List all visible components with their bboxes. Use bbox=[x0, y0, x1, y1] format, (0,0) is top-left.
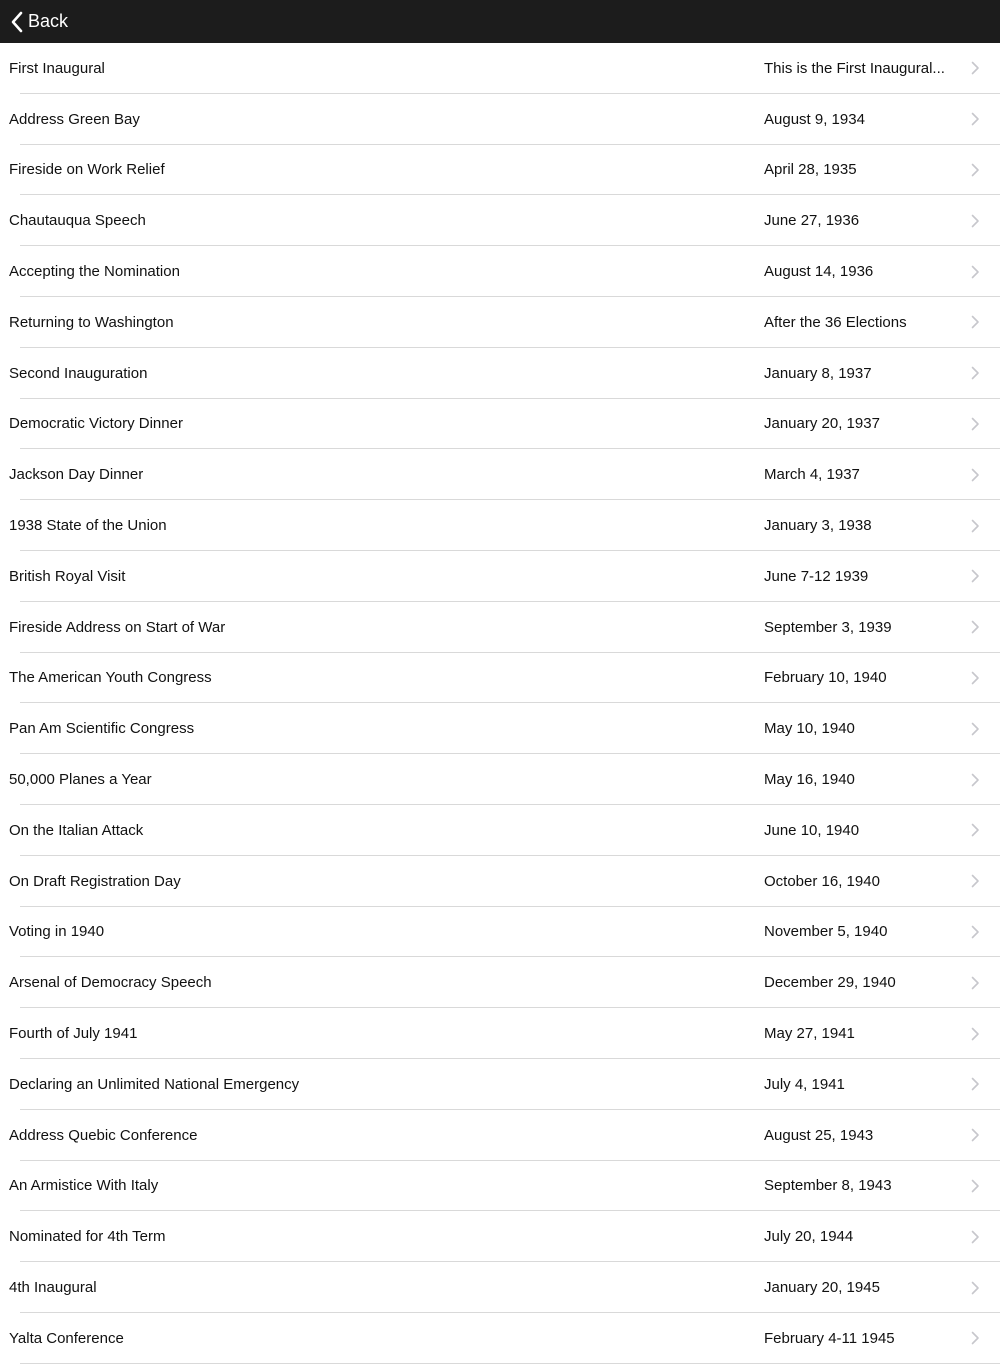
back-button[interactable] bbox=[0, 0, 68, 43]
chevron-right-icon bbox=[971, 417, 980, 436]
chevron-right-icon bbox=[971, 519, 980, 538]
speech-detail: This is the First Inaugural... bbox=[764, 59, 945, 77]
speech-title: Fireside on Work Relief bbox=[9, 161, 165, 179]
speech-detail: November 5, 1940 bbox=[764, 923, 888, 941]
speech-detail: April 28, 1935 bbox=[764, 161, 857, 179]
back-label: Back bbox=[28, 11, 69, 31]
chevron-right-icon bbox=[971, 366, 980, 385]
speech-title: 1938 State of the Union bbox=[9, 517, 167, 535]
list-item[interactable] bbox=[0, 653, 1000, 704]
list-item[interactable] bbox=[0, 449, 1000, 500]
speech-title: Returning to Washington bbox=[9, 313, 174, 331]
chevron-right-icon bbox=[971, 874, 980, 893]
speech-detail: January 8, 1937 bbox=[764, 364, 872, 382]
speech-detail: September 8, 1943 bbox=[764, 1177, 892, 1195]
list-item[interactable] bbox=[0, 856, 1000, 907]
list-item[interactable] bbox=[0, 297, 1000, 348]
chevron-right-icon bbox=[971, 1281, 980, 1300]
speech-title: Democratic Victory Dinner bbox=[9, 415, 183, 433]
list-item[interactable] bbox=[0, 43, 1000, 94]
chevron-left-icon bbox=[10, 11, 24, 33]
chevron-right-icon bbox=[971, 722, 980, 741]
speech-detail: March 4, 1937 bbox=[764, 466, 860, 484]
speech-detail: September 3, 1939 bbox=[764, 618, 892, 636]
list-item[interactable] bbox=[0, 907, 1000, 958]
speech-title: Pan Am Scientific Congress bbox=[9, 720, 195, 738]
speech-detail: June 7-12 1939 bbox=[764, 567, 869, 585]
list-item[interactable] bbox=[0, 500, 1000, 551]
chevron-right-icon bbox=[971, 773, 980, 792]
speech-detail: January 20, 1937 bbox=[764, 415, 880, 433]
speech-detail: June 10, 1940 bbox=[764, 821, 860, 839]
list-item[interactable] bbox=[0, 348, 1000, 399]
list-item[interactable] bbox=[0, 551, 1000, 602]
speech-title: British Royal Visit bbox=[9, 567, 126, 585]
speech-title: Address Quebic Conference bbox=[9, 1126, 198, 1144]
chevron-right-icon bbox=[971, 315, 980, 334]
speech-title: Address Green Bay bbox=[9, 110, 140, 128]
chevron-right-icon bbox=[971, 1027, 980, 1046]
list-item[interactable] bbox=[0, 1008, 1000, 1059]
speech-detail: January 3, 1938 bbox=[764, 517, 872, 535]
speech-detail: June 27, 1936 bbox=[764, 212, 860, 230]
speech-detail: December 29, 1940 bbox=[764, 974, 896, 992]
speech-detail: February 10, 1940 bbox=[764, 669, 887, 687]
chevron-right-icon bbox=[971, 976, 980, 995]
navigation-bar bbox=[0, 0, 1000, 43]
speech-detail: May 27, 1941 bbox=[764, 1025, 855, 1043]
list-item[interactable] bbox=[0, 1161, 1000, 1212]
list-item[interactable] bbox=[0, 754, 1000, 805]
speech-detail: August 14, 1936 bbox=[764, 263, 874, 281]
list-item[interactable] bbox=[0, 1211, 1000, 1262]
speech-list bbox=[0, 43, 1000, 1364]
chevron-right-icon bbox=[971, 1331, 980, 1350]
speech-title: Second Inauguration bbox=[9, 364, 148, 382]
list-item[interactable] bbox=[0, 1262, 1000, 1313]
speech-title: On Draft Registration Day bbox=[9, 872, 181, 890]
speech-title: Arsenal of Democracy Speech bbox=[9, 974, 212, 992]
chevron-right-icon bbox=[971, 823, 980, 842]
chevron-right-icon bbox=[971, 1077, 980, 1096]
speech-detail: May 16, 1940 bbox=[764, 771, 855, 789]
list-item[interactable] bbox=[0, 703, 1000, 754]
speech-title: Yalta Conference bbox=[9, 1329, 124, 1347]
speech-detail: August 25, 1943 bbox=[764, 1126, 874, 1144]
list-item[interactable] bbox=[0, 1313, 1000, 1364]
speech-title: Declaring an Unlimited National Emergency bbox=[9, 1075, 300, 1093]
list-item[interactable] bbox=[0, 94, 1000, 145]
speech-title: Nominated for 4th Term bbox=[9, 1228, 166, 1246]
list-item[interactable] bbox=[0, 246, 1000, 297]
speech-title: 4th Inaugural bbox=[9, 1279, 97, 1297]
chevron-right-icon bbox=[971, 671, 980, 690]
speech-title: Chautauqua Speech bbox=[9, 212, 146, 230]
speech-title: Voting in 1940 bbox=[9, 923, 105, 941]
speech-detail: After the 36 Elections bbox=[764, 313, 907, 331]
speech-detail: January 20, 1945 bbox=[764, 1279, 880, 1297]
chevron-right-icon bbox=[971, 265, 980, 284]
speech-title: 50,000 Planes a Year bbox=[9, 771, 152, 789]
speech-title: First Inaugural bbox=[9, 59, 105, 77]
chevron-right-icon bbox=[971, 1179, 980, 1198]
chevron-right-icon bbox=[971, 1128, 980, 1147]
list-item[interactable] bbox=[0, 1110, 1000, 1161]
speech-title: Accepting the Nomination bbox=[9, 263, 180, 281]
list-item[interactable] bbox=[0, 145, 1000, 196]
speech-title: Jackson Day Dinner bbox=[9, 466, 144, 484]
list-item[interactable] bbox=[0, 399, 1000, 450]
speech-detail: February 4-11 1945 bbox=[764, 1329, 895, 1347]
speech-title: The American Youth Congress bbox=[9, 669, 212, 687]
chevron-right-icon bbox=[971, 214, 980, 233]
speech-detail: May 10, 1940 bbox=[764, 720, 855, 738]
speech-title: Fireside Address on Start of War bbox=[9, 618, 226, 636]
list-item[interactable] bbox=[0, 957, 1000, 1008]
speech-detail: July 20, 1944 bbox=[764, 1228, 854, 1246]
speech-detail: August 9, 1934 bbox=[764, 110, 865, 128]
speech-title: Fourth of July 1941 bbox=[9, 1025, 138, 1043]
chevron-right-icon bbox=[971, 61, 980, 80]
chevron-right-icon bbox=[971, 112, 980, 131]
speech-detail: July 4, 1941 bbox=[764, 1075, 845, 1093]
list-item[interactable] bbox=[0, 195, 1000, 246]
chevron-right-icon bbox=[971, 569, 980, 588]
chevron-right-icon bbox=[971, 163, 980, 182]
chevron-right-icon bbox=[971, 925, 980, 944]
chevron-right-icon bbox=[971, 1230, 980, 1249]
chevron-right-icon bbox=[971, 468, 980, 487]
speech-title: On the Italian Attack bbox=[9, 821, 144, 839]
list-item[interactable] bbox=[0, 602, 1000, 653]
list-item[interactable] bbox=[0, 1059, 1000, 1110]
list-item[interactable] bbox=[0, 805, 1000, 856]
speech-title: An Armistice With Italy bbox=[9, 1177, 159, 1195]
speech-detail: October 16, 1940 bbox=[764, 872, 880, 890]
chevron-right-icon bbox=[971, 620, 980, 639]
